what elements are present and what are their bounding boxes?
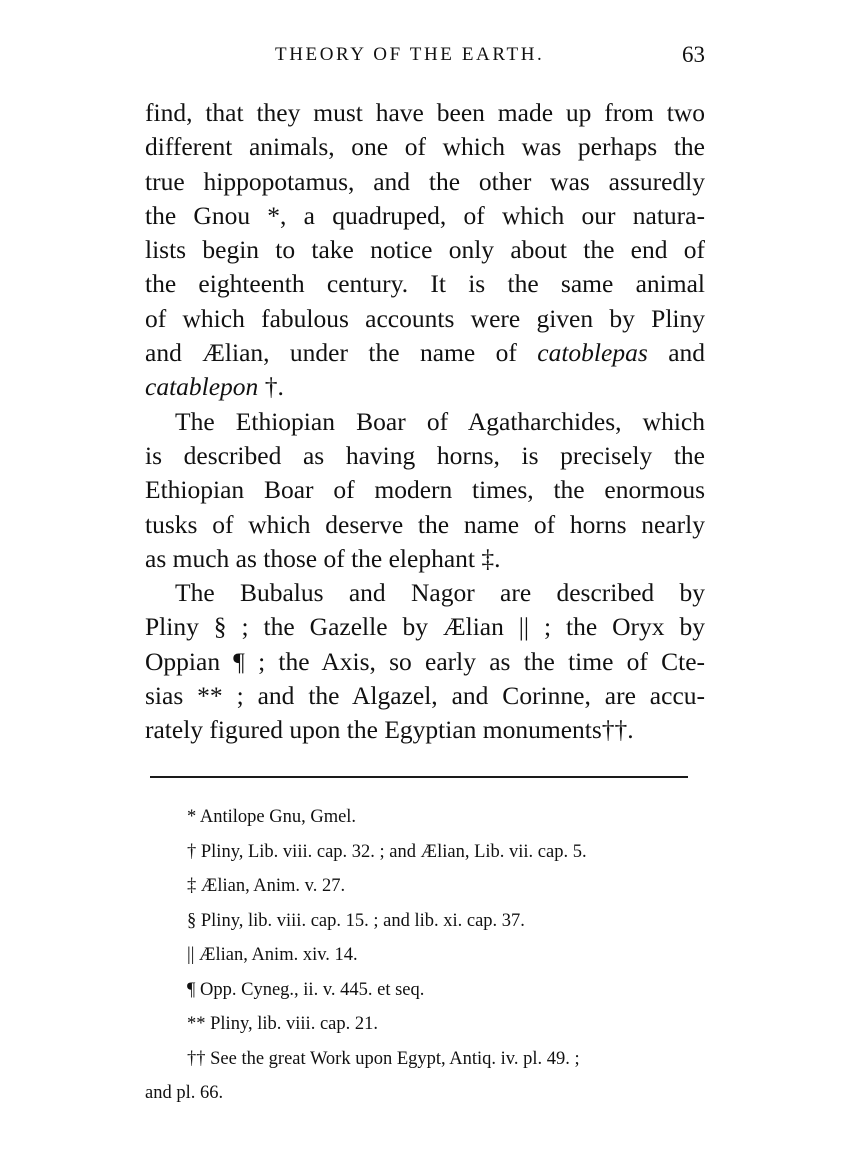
- footnote-separator-rule: [150, 776, 688, 778]
- running-head-title: THEORY OF THE EARTH.: [275, 44, 545, 65]
- body-line: the eighteenth century. It is the same animal: [145, 269, 705, 299]
- body-segment: †.: [258, 372, 284, 402]
- footnote: †† See the great Work upon Egypt, Antiq. iv. pl. 49. ;: [187, 1048, 580, 1069]
- body-line: tusks of which deserve the name of horns nearly: [145, 509, 705, 539]
- page-number: 63: [682, 42, 705, 67]
- footnote: ¶ Opp. Cyneg., ii. v. 445. et seq.: [187, 979, 425, 1000]
- footnote: || Ælian, Anim. xiv. 14.: [187, 945, 358, 965]
- body-line: different animals, one of which was perhaps the: [145, 132, 705, 162]
- footnote: ‡ Ælian, Anim. v. 27.: [187, 876, 346, 896]
- paragraph-start-line: The Bubalus and Nagor are described by: [175, 578, 705, 608]
- body-line: sias ** ; and the Algazel, and Corinne, are accu-: [145, 681, 705, 711]
- footnote: † Pliny, Lib. viii. cap. 32. ; and Ælian, Lib. vii. cap. 5.: [187, 841, 587, 862]
- body-line: Ethiopian Boar of modern times, the enormous: [145, 475, 705, 505]
- body-line: of which fabulous accounts were given by Pliny: [145, 303, 705, 333]
- footnote: * Antilope Gnu, Gmel.: [187, 807, 357, 827]
- body-line: Oppian ¶ ; the Axis, so early as the time of Cte-: [145, 646, 705, 676]
- body-segment: and Ælian, under the name of: [145, 338, 517, 368]
- body-line: the Gnou *, a quadruped, of which our natura-: [145, 200, 705, 230]
- body-segment-italic: catoblepas: [537, 338, 648, 368]
- running-head: [145, 44, 705, 74]
- body-line: lists begin to take notice only about the end of: [145, 235, 705, 265]
- body-line: rately figured upon the Egyptian monuments††.: [145, 715, 634, 745]
- body-line: Pliny § ; the Gazelle by Ælian || ; the Oryx by: [145, 612, 705, 642]
- body-line: is described as having horns, is precisely the: [145, 440, 705, 470]
- body-line-mixed: [145, 370, 705, 404]
- body-line: as much as those of the elephant ‡.: [145, 543, 501, 573]
- body-segment-italic: catablepon: [145, 372, 259, 402]
- body-line: true hippopotamus, and the other was assuredly: [145, 166, 705, 196]
- footnotes: [145, 800, 705, 1111]
- paragraph-start-line: The Ethiopian Boar of Agatharchides, which: [175, 406, 705, 436]
- footnote-continuation: and pl. 66.: [145, 1083, 224, 1103]
- body-segment: and: [668, 338, 706, 368]
- footnote: ** Pliny, lib. viii. cap. 21.: [187, 1014, 378, 1034]
- body-text: [145, 96, 705, 748]
- footnote: § Pliny, lib. viii. cap. 15. ; and lib. xi. cap. 37.: [187, 910, 525, 931]
- body-line-mixed: [145, 336, 705, 370]
- body-line: find, that they must have been made up from two: [145, 98, 705, 127]
